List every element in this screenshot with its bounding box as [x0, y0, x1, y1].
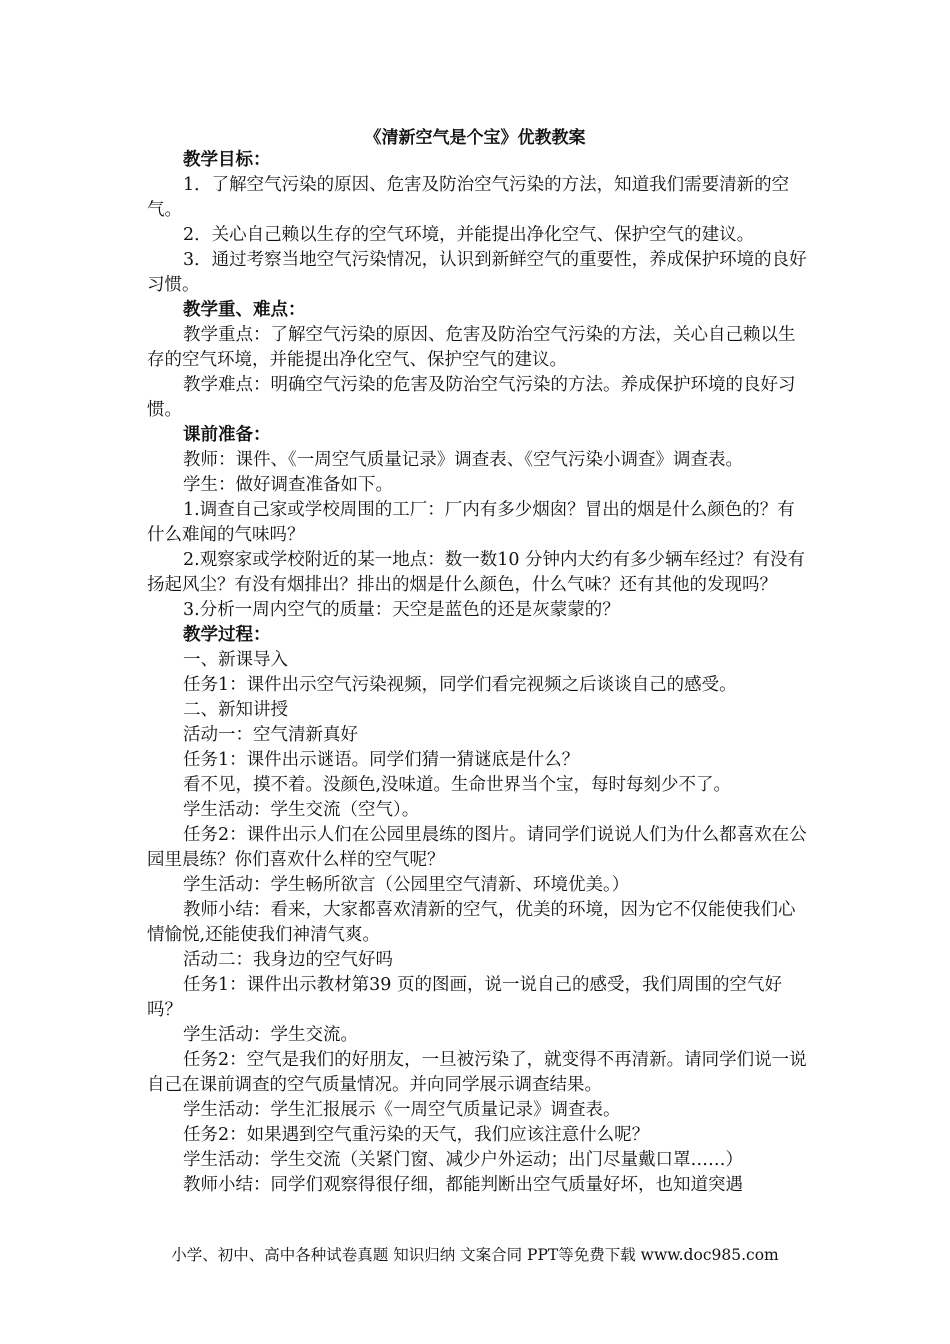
paragraph: 一、新课导入 — [183, 650, 288, 670]
paragraph: 3．通过考察当地空气污染情况，认识到新鲜空气的重要性，养成保护环境的良好习惯。 — [147, 250, 807, 295]
paragraph: 任务1：课件出示空气污染视频，同学们看完视频之后谈谈自己的感受。 — [183, 675, 737, 695]
heading-process: 教学过程： — [183, 625, 271, 645]
paragraph: 教师：课件、《一周空气质量记录》调查表、《空气污染小调查》调查表。 — [183, 450, 743, 470]
document-body — [147, 148, 807, 1198]
heading-objectives: 教学目标： — [183, 150, 271, 170]
paragraph: 学生活动：学生畅所欲言（公园里空气清新、环境优美。） — [183, 875, 630, 895]
heading-preparation: 课前准备： — [183, 425, 271, 445]
heading-key-points: 教学重、难点： — [183, 300, 306, 320]
paragraph: 教师小结：看来，大家都喜欢清新的空气，优美的环境，因为它不仅能使我们心情愉悦,还能使我们神清气爽。 — [147, 900, 796, 945]
paragraph: 任务1：课件出示教材第39 页的图画，说一说自己的感受，我们周围的空气好吗？ — [147, 975, 782, 1020]
paragraph: 任务2：空气是我们的好朋友，一旦被污染了，就变得不再清新。请同学们说一说自己在课前调查的空气质量情况。并向同学展示调查结果。 — [147, 1050, 807, 1095]
page-footer: 小学、初中、高中各种试卷真题 知识归纳 文案合同 PPT等免费下载 www.doc985.com — [171, 1246, 779, 1264]
paragraph: 学生活动：学生交流（空气）。 — [183, 800, 420, 820]
paragraph: 学生：做好调查准备如下。 — [183, 475, 393, 495]
paragraph: 学生活动：学生交流。 — [183, 1025, 358, 1045]
paragraph: 学生活动：学生交流（关紧门窗、减少户外运动；出门尽量戴口罩……） — [183, 1150, 743, 1170]
paragraph: 学生活动：学生汇报展示《一周空气质量记录》调查表。 — [183, 1100, 621, 1120]
paragraph: 看不见，摸不着。没颜色,没味道。生命世界当个宝，每时每刻少不了。 — [183, 775, 732, 795]
paragraph: 活动二：我身边的空气好吗 — [183, 950, 393, 970]
paragraph: 活动一：空气清新真好 — [183, 725, 358, 745]
paragraph: 2.观察家或学校附近的某一地点：数一数10 分钟内大约有多少辆车经过？有没有扬起风尘？有没有烟排出？排出的烟是什么颜色，什么气味？还有其他的发现吗？ — [147, 550, 806, 595]
paragraph: 3.分析一周内空气的质量：天空是蓝色的还是灰蒙蒙的？ — [183, 600, 620, 620]
paragraph: 2．关心自己赖以生存的空气环境，并能提出净化空气、保护空气的建议。 — [183, 225, 755, 245]
paragraph: 1.调查自己家或学校周围的工厂：厂内有多少烟囱？冒出的烟是什么颜色的？有什么难闻的气味吗？ — [147, 500, 795, 545]
paragraph: 教师小结：同学们观察得很仔细，都能判断出空气质量好坏，也知道突遇 — [183, 1175, 743, 1195]
paragraph: 任务1：课件出示谜语。同学们猜一猜谜底是什么？ — [183, 750, 580, 770]
paragraph: 1．了解空气污染的原因、危害及防治空气污染的方法，知道我们需要清新的空气。 — [147, 175, 790, 220]
paragraph: 教学重点：了解空气污染的原因、危害及防治空气污染的方法，关心自己赖以生存的空气环境，并能提出净化空气、保护空气的建议。 — [147, 325, 796, 370]
document-title: 《清新空气是个宝》优教教案 — [364, 128, 586, 148]
paragraph: 任务2：如果遇到空气重污染的天气，我们应该注意什么呢？ — [183, 1125, 650, 1145]
paragraph: 任务2：课件出示人们在公园里晨练的图片。请同学们说说人们为什么都喜欢在公园里晨练？你们喜欢什么样的空气呢？ — [147, 825, 807, 870]
paragraph: 二、新知讲授 — [183, 700, 288, 720]
paragraph: 教学难点：明确空气污染的危害及防治空气污染的方法。养成保护环境的良好习惯。 — [147, 375, 796, 420]
